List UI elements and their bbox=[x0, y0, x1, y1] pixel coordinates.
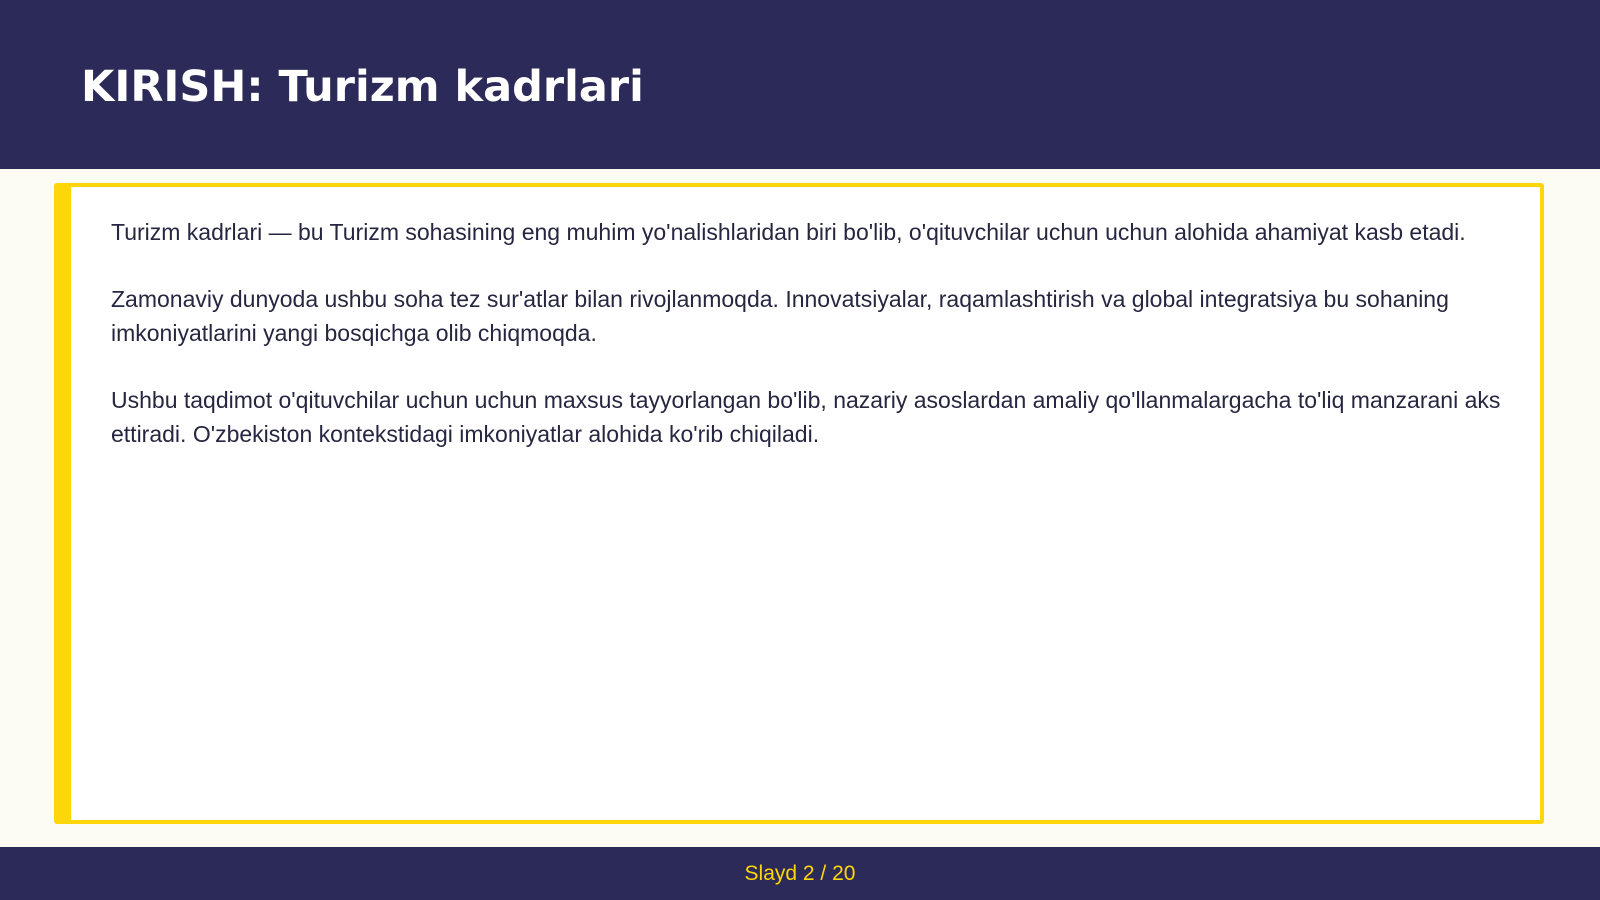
modern-world-paragraph: Zamonaviy dunyoda ushbu soha tez sur'atlar bilan rivojlanmoqda. Innovatsiyalar, raqamlashtirish va global integratsiya bu sohaning imkoniyatlarini yangi bosqichga olib chiqmoqda. bbox=[111, 286, 1449, 346]
paragraph-list bbox=[111, 215, 1501, 484]
intro-paragraph: Turizm kadrlari — bu Turizm sohasining eng muhim yo'nalishlaridan biri bo'lib, o'qituvchilar uchun uchun alohida ahamiyat kasb etadi. bbox=[111, 219, 1466, 245]
content-card bbox=[54, 183, 1544, 824]
presentation-purpose-paragraph: Ushbu taqdimot o'qituvchilar uchun uchun maxsus tayyorlangan bo'lib, nazariy asoslardan amaliy qo'llanmalargacha to'liq manzarani aks ettiradi. O'zbekiston kontekstidagi imkoniyatlar alohida ko'rib chiqiladi. bbox=[111, 387, 1501, 447]
slide-title: KIRISH: Turizm kadrlari bbox=[81, 62, 644, 112]
slide-header bbox=[0, 0, 1600, 169]
slide-counter: Slayd 2 / 20 bbox=[744, 862, 856, 885]
slide-footer bbox=[0, 847, 1600, 900]
